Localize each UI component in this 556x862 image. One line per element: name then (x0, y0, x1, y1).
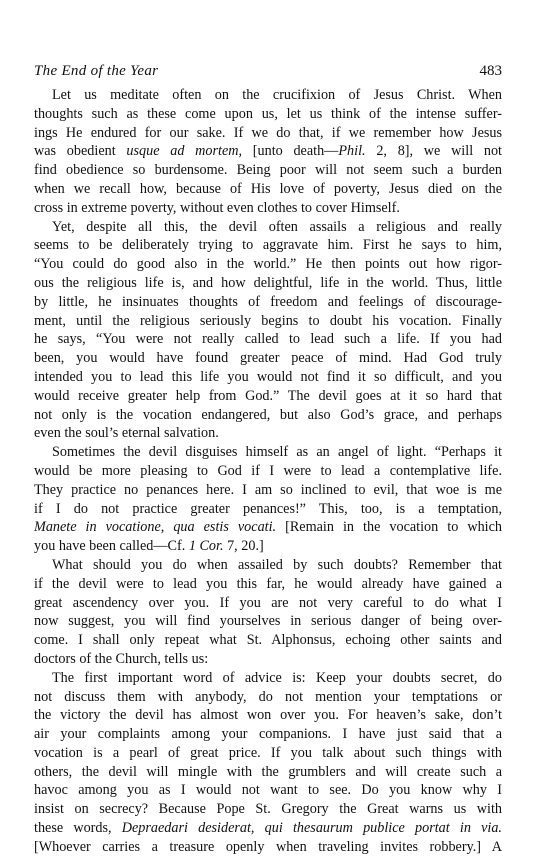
text-line (34, 800, 502, 819)
text-segment: not only is the vocation endangered, but also God’s grace, and perhaps (34, 406, 502, 423)
text-segment: doctors of the Church, tells us: (34, 650, 209, 667)
text-segment: cross in extreme poverty, without even clothes to cover Himself. (34, 199, 400, 216)
text-segment: the victory the devil has almost won over you. For heaven’s sake, don’t (34, 707, 502, 724)
text-segment: now suggest, you will find yourselves in serious danger of being over- (34, 613, 502, 630)
text-segment: 2, 8], we will not (365, 143, 502, 160)
text-line (34, 631, 502, 650)
italic-text: usque ad mortem, (126, 143, 243, 160)
text-line (34, 443, 502, 462)
text-segment: others, the devil will mingle with the grumblers and will create such a (34, 763, 502, 780)
text-line (34, 424, 502, 443)
text-line (34, 86, 502, 105)
text-segment: Yet, despite all this, the devil often assails a religious and really (52, 218, 502, 235)
text-segment: these words, (34, 820, 122, 837)
text-segment: havoc among you as I would not want to see. Do you know why I (34, 782, 502, 799)
text-line (34, 763, 502, 782)
italic-text: Manete in vocatione, qua estis vocati. (34, 519, 277, 536)
text-line (34, 594, 502, 613)
text-line (34, 462, 502, 481)
text-segment: vocation is a pearl of great price. If you talk about such things with (34, 744, 502, 761)
text-line (34, 481, 502, 500)
text-segment: find obedience so burdensome. Being poor will not seem such a burden (34, 162, 502, 179)
text-line (34, 161, 502, 180)
text-line (34, 612, 502, 631)
text-segment: seems to be deliberately trying to aggravate him. First he says to him, (34, 237, 502, 254)
text-segment: great ascendency over you. If you are not very careful to do what I (34, 594, 502, 611)
text-line (34, 781, 502, 800)
text-segment: was obedient (34, 143, 127, 160)
running-head (34, 62, 502, 80)
text-segment: ings He endured for our sake. If we do that, if we remember how Jesus (34, 124, 502, 141)
text-segment: he says, “You were not really called to lead such a life. If you had (34, 331, 502, 348)
text-line (34, 199, 502, 218)
text-segment: “You could do good also in the world.” He then points out how rigor- (34, 256, 502, 273)
text-line (34, 293, 502, 312)
running-title: The End of the Year (34, 63, 159, 79)
text-segment: Sometimes the devil disguises himself as an angel of light. “Perhaps it (52, 444, 502, 461)
text-line (34, 669, 502, 688)
text-segment: ous the religious life is, and how delightful, life in the world. Thus, little (34, 274, 502, 291)
text-line (34, 537, 502, 556)
text-line (34, 575, 502, 594)
text-line (34, 312, 502, 331)
text-line (34, 105, 502, 124)
text-segment: even the soul’s eternal salvation. (34, 425, 219, 442)
text-segment: come. I shall only repeat what St. Alphonsus, echoing other saints and (34, 632, 502, 649)
text-line (34, 744, 502, 763)
text-segment: if the devil were to lead you this far, he would already have gained a (34, 575, 502, 592)
text-segment: thoughts such as these come upon us, let us think of the intense suffer- (34, 105, 502, 122)
text-segment: [Remain in the vocation to which (276, 519, 502, 536)
text-segment: when we recall how, because of His love of poverty, Jesus died on the (34, 180, 502, 197)
text-line (34, 180, 502, 199)
text-line (34, 725, 502, 744)
text-segment: They practice no penances here. I am so inclined to evil, that woe is me (34, 481, 502, 498)
text-segment: you have been called—Cf. (34, 538, 189, 555)
italic-text: 1 Cor. (188, 538, 224, 555)
text-line (34, 556, 502, 575)
text-line (34, 650, 502, 669)
body-text (34, 86, 502, 857)
text-line (34, 706, 502, 725)
text-segment: ment, until the religious seriously begins to doubt his vocation. Finally (34, 312, 502, 329)
text-segment: The first important word of advice is: Keep your doubts secret, do (52, 669, 502, 686)
italic-text: Depraedari desiderat, qui thesaurum publice portat in via. (121, 820, 502, 837)
text-segment: would be more pleasing to God if I were to lead a contemplative life. (34, 462, 502, 479)
text-line (34, 838, 502, 857)
text-segment: [unto death— (242, 143, 339, 160)
text-line (34, 500, 502, 519)
text-line (34, 218, 502, 237)
text-line (34, 124, 502, 143)
text-segment: What should you do when assailed by such doubts? Remember that (52, 556, 502, 573)
text-segment: not discuss them with anybody, do not mention your temptations or (34, 688, 502, 705)
text-segment: by little, he insinuates thoughts of freedom and feelings of discourage- (34, 293, 502, 310)
page-number: 483 (479, 63, 502, 79)
text-segment: been, you would have found greater peace of mind. Had God truly (34, 350, 502, 367)
text-line (34, 518, 502, 537)
text-segment: [Whoever carries a treasure openly when traveling invites robbery.] A (34, 838, 502, 855)
text-line (34, 819, 502, 838)
text-line (34, 368, 502, 387)
text-line (34, 387, 502, 406)
text-segment: Let us meditate often on the crucifixion of Jesus Christ. When (52, 87, 502, 103)
text-segment: insist on secrecy? Because Pope St. Gregory the Great warns us with (34, 801, 502, 818)
text-line (34, 406, 502, 425)
text-line (34, 255, 502, 274)
italic-text: Phil. (338, 143, 366, 160)
text-segment: would receive greater help from God.” The devil goes at it so hard that (34, 387, 502, 404)
text-segment: 7, 20.] (223, 538, 264, 555)
text-line (34, 330, 502, 349)
text-segment: intended you to lead this life you would not find it so difficult, and you (34, 368, 502, 385)
text-segment: if I do not practice greater penances!” This, too, is a temptation, (34, 500, 502, 517)
text-segment: air your complaints among your companions. I have just said that a (34, 726, 502, 743)
text-line (34, 688, 502, 707)
text-line (34, 349, 502, 368)
text-line (34, 274, 502, 293)
text-line (34, 142, 502, 161)
text-line (34, 236, 502, 255)
